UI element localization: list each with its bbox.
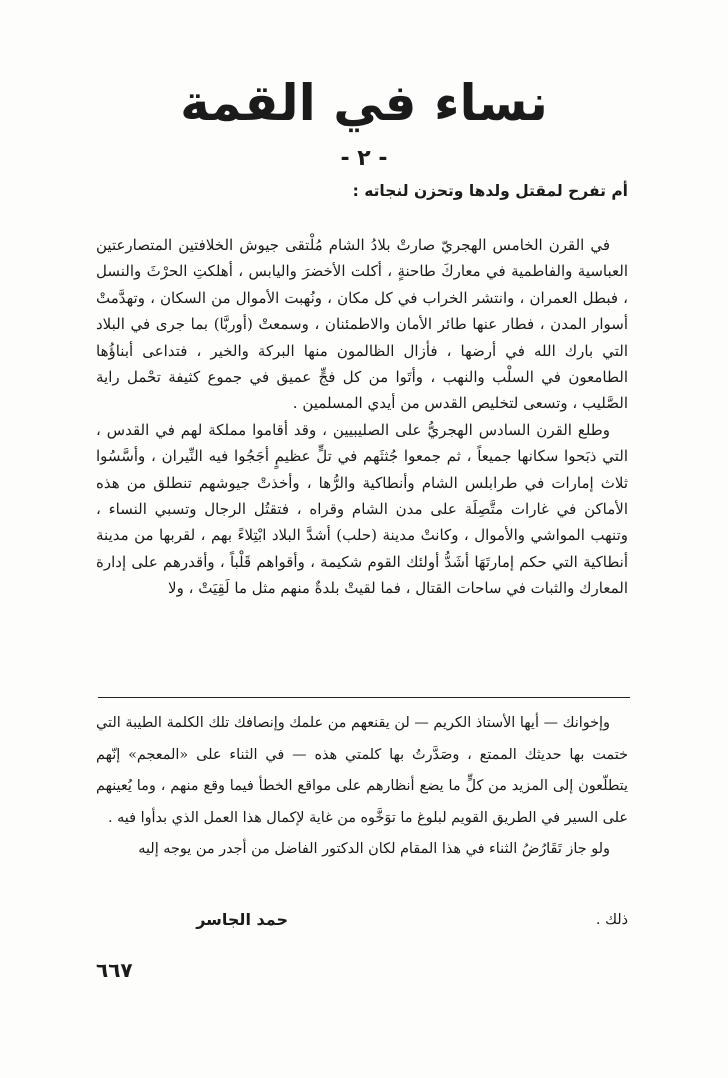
footnote-divider bbox=[98, 697, 630, 698]
body-paragraph: في القرن الخامس الهجريّ صارتْ بلادُ الشام مُلْتقى جيوش الخلافتين المتصارعتين العباسية والفاطمية في معاركَ طاحنةٍ ، أكلت الأخضرَ واليابس ، أهلكتِ الحرْثَ والنسل ، فبطل العمران ، وانتشر الخراب في كل مكان ، ونُهبت الأموال من السكان ، وتهدَّمتْ أسوار المدن ، فطار عنها طائر الأمان والاطمئنان ، وسمعتْ (أوربَّا) بما جرى في البلاد التي بارك الله في أرضها ، فأزال الظالمون منها البركة والخير ، فتداعى أبناؤُها الطامعون في السلْب والنهب ، وأتَوا من كل فجٍّ عميق في جموع كثيفة تحْمل راية الصَّليب ، وتسعى لتخليص القدس من أيدي المسلمين . bbox=[96, 236, 628, 413]
footnote-block bbox=[96, 708, 628, 866]
article-body bbox=[96, 232, 628, 602]
author-signature: حمد الجاسر bbox=[196, 910, 288, 929]
closing-text: ذلك . bbox=[595, 912, 628, 928]
article-title: نساء في القمة bbox=[180, 74, 548, 132]
page-number: ٦٦٧ bbox=[96, 958, 133, 982]
signoff bbox=[96, 904, 628, 936]
section-heading: أم تفرح لمقتل ولدها وتحزن لنجاته : bbox=[352, 182, 628, 200]
footnote-paragraph: ولو جاز تَقَارُضُ الثناء في هذا المقام لكان الدكتور الفاضل من أجدر من يوجه إليه bbox=[138, 841, 610, 858]
part-number: - ٢ - bbox=[340, 146, 388, 171]
footnote-paragraph: وإخوانك — أيها الأستاذ الكريم — لن يقنعهم من علمك وإنصافك تلك الكلمة الطيبة التي ختمت بها حديثك الممتع ، وصَدَّرتُ بها كلمتي هذه — في الثناء على «المعجم» إنّهم يتطلّعون إلى المزيد من كلٍّ ما يضع أنظارهم على مواقع الخطأ فيما وقع منهم ، وما يُعينهم على السير في الطريق القويم لبلوغ ما توَخَّوه من غاية لإكمال هذا العمل الذي بدأوا فيه . bbox=[96, 715, 628, 826]
body-paragraph: وطلع القرن السادس الهجريُّ على الصليبيين ، وقد أقاموا مملكة لهم في القدس ، التي ذبَحوا سكانها جميعاً ، ثم جمعوا جُثثَهم في تلٍّ عظيمٍ أجَجُوا فيه النِّيران ، وأسَّسُوا ثلاث إمارات في طرابلس الشام وأنطاكية والرُّها ، وأخذتْ جيوشهم تنطلق من هذه الأماكن في غارات متَّصِلَة على مدن الشام وقراه ، فتقتُل الرجال وتسبي النساء ، وتنهب المواشي والأموال ، وكانتْ مدينة (حلب) أشدَّ البلاد ابْتِلاءً بهم ، لقربها من مدينة أنطاكية التي حكم إمارتَهَا أشَدُّ أولئك القوم شكيمة ، وأقواهم قَلْباً ، وأقدرهم على إدارة المعارك والثبات في ساحات القتال ، فما لقيتْ بلدةٌ منهم مثل ما لَقِيَتْ ، ولا bbox=[96, 420, 628, 598]
